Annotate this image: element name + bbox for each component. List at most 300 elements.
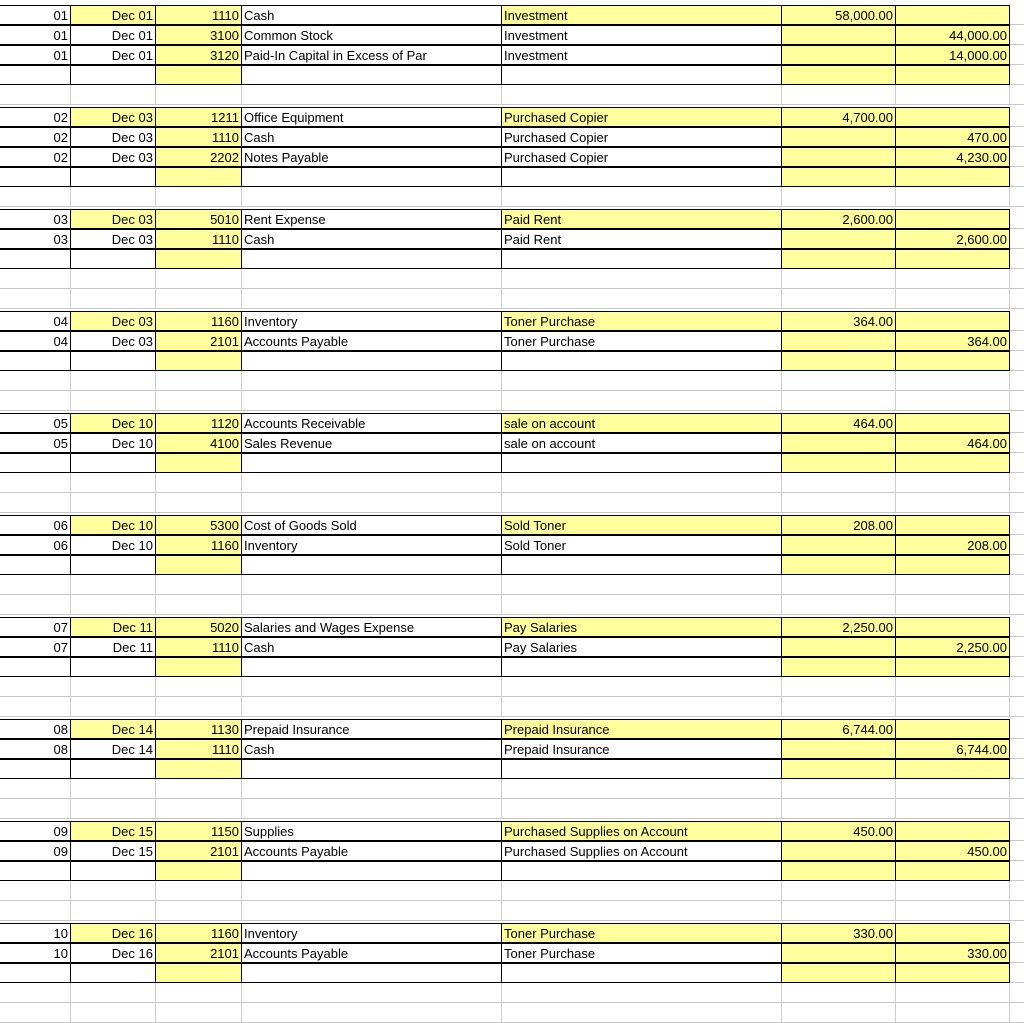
account-number-cell[interactable] — [156, 351, 242, 371]
edge-cell[interactable] — [1010, 637, 1024, 657]
account-number-cell[interactable]: 1110 — [156, 127, 242, 147]
date-cell[interactable] — [71, 881, 156, 901]
credit-cell[interactable] — [896, 555, 1010, 575]
credit-cell[interactable]: 2,600.00 — [896, 229, 1010, 249]
account-number-cell[interactable]: 1150 — [156, 821, 242, 841]
edge-cell[interactable] — [1010, 575, 1024, 595]
debit-cell[interactable] — [782, 269, 896, 289]
entry-number-cell[interactable]: 10 — [0, 923, 71, 943]
account-name-cell[interactable] — [242, 881, 502, 901]
date-cell[interactable] — [71, 901, 156, 921]
account-name-cell[interactable]: Supplies — [242, 821, 502, 841]
edge-cell[interactable] — [1010, 371, 1024, 391]
description-cell[interactable] — [502, 759, 782, 779]
description-cell[interactable] — [502, 391, 782, 411]
edge-cell[interactable] — [1010, 923, 1024, 943]
account-number-cell[interactable] — [156, 65, 242, 85]
account-name-cell[interactable]: Accounts Payable — [242, 841, 502, 861]
date-cell[interactable] — [71, 167, 156, 187]
account-name-cell[interactable]: Cash — [242, 637, 502, 657]
date-cell[interactable] — [71, 269, 156, 289]
credit-cell[interactable] — [896, 923, 1010, 943]
account-name-cell[interactable] — [242, 65, 502, 85]
account-name-cell[interactable]: Notes Payable — [242, 147, 502, 167]
credit-cell[interactable]: 330.00 — [896, 943, 1010, 963]
account-name-cell[interactable]: Paid-In Capital in Excess of Par — [242, 45, 502, 65]
entry-number-cell[interactable]: 01 — [0, 45, 71, 65]
edge-cell[interactable] — [1010, 209, 1024, 229]
account-name-cell[interactable] — [242, 453, 502, 473]
credit-cell[interactable] — [896, 391, 1010, 411]
debit-cell[interactable] — [782, 85, 896, 105]
debit-cell[interactable] — [782, 249, 896, 269]
account-name-cell[interactable] — [242, 555, 502, 575]
date-cell[interactable] — [71, 861, 156, 881]
credit-cell[interactable]: 450.00 — [896, 841, 1010, 861]
date-cell[interactable]: Dec 03 — [71, 147, 156, 167]
account-number-cell[interactable]: 1160 — [156, 923, 242, 943]
account-name-cell[interactable] — [242, 901, 502, 921]
entry-number-cell[interactable]: 03 — [0, 209, 71, 229]
date-cell[interactable] — [71, 759, 156, 779]
date-cell[interactable]: Dec 03 — [71, 331, 156, 351]
debit-cell[interactable] — [782, 167, 896, 187]
entry-number-cell[interactable] — [0, 493, 71, 513]
credit-cell[interactable]: 464.00 — [896, 433, 1010, 453]
description-cell[interactable]: Prepaid Insurance — [502, 739, 782, 759]
debit-cell[interactable] — [782, 1003, 896, 1023]
account-number-cell[interactable] — [156, 473, 242, 493]
date-cell[interactable] — [71, 963, 156, 983]
edge-cell[interactable] — [1010, 881, 1024, 901]
description-cell[interactable]: Purchased Supplies on Account — [502, 821, 782, 841]
entry-number-cell[interactable]: 03 — [0, 229, 71, 249]
date-cell[interactable]: Dec 16 — [71, 923, 156, 943]
debit-cell[interactable] — [782, 187, 896, 207]
edge-cell[interactable] — [1010, 147, 1024, 167]
edge-cell[interactable] — [1010, 45, 1024, 65]
debit-cell[interactable] — [782, 861, 896, 881]
account-name-cell[interactable] — [242, 187, 502, 207]
edge-cell[interactable] — [1010, 127, 1024, 147]
description-cell[interactable]: Sold Toner — [502, 515, 782, 535]
account-name-cell[interactable]: Cash — [242, 127, 502, 147]
account-name-cell[interactable] — [242, 1003, 502, 1023]
edge-cell[interactable] — [1010, 515, 1024, 535]
date-cell[interactable] — [71, 697, 156, 717]
entry-number-cell[interactable]: 02 — [0, 147, 71, 167]
edge-cell[interactable] — [1010, 617, 1024, 637]
edge-cell[interactable] — [1010, 65, 1024, 85]
account-name-cell[interactable] — [242, 759, 502, 779]
account-name-cell[interactable]: Cash — [242, 5, 502, 25]
account-number-cell[interactable]: 1160 — [156, 535, 242, 555]
description-cell[interactable]: Investment — [502, 25, 782, 45]
debit-cell[interactable] — [782, 963, 896, 983]
credit-cell[interactable] — [896, 5, 1010, 25]
description-cell[interactable]: Purchased Copier — [502, 147, 782, 167]
account-number-cell[interactable] — [156, 697, 242, 717]
edge-cell[interactable] — [1010, 861, 1024, 881]
debit-cell[interactable]: 208.00 — [782, 515, 896, 535]
credit-cell[interactable] — [896, 493, 1010, 513]
edge-cell[interactable] — [1010, 351, 1024, 371]
account-name-cell[interactable] — [242, 249, 502, 269]
credit-cell[interactable] — [896, 779, 1010, 799]
date-cell[interactable]: Dec 11 — [71, 617, 156, 637]
entry-number-cell[interactable]: 07 — [0, 617, 71, 637]
credit-cell[interactable] — [896, 861, 1010, 881]
description-cell[interactable] — [502, 779, 782, 799]
account-number-cell[interactable] — [156, 759, 242, 779]
description-cell[interactable] — [502, 65, 782, 85]
date-cell[interactable] — [71, 657, 156, 677]
account-number-cell[interactable]: 1110 — [156, 229, 242, 249]
entry-number-cell[interactable] — [0, 677, 71, 697]
debit-cell[interactable] — [782, 901, 896, 921]
date-cell[interactable]: Dec 10 — [71, 433, 156, 453]
account-name-cell[interactable]: Inventory — [242, 923, 502, 943]
description-cell[interactable] — [502, 289, 782, 309]
entry-number-cell[interactable] — [0, 595, 71, 615]
date-cell[interactable]: Dec 01 — [71, 5, 156, 25]
account-number-cell[interactable] — [156, 595, 242, 615]
date-cell[interactable] — [71, 249, 156, 269]
edge-cell[interactable] — [1010, 413, 1024, 433]
description-cell[interactable] — [502, 799, 782, 819]
description-cell[interactable] — [502, 167, 782, 187]
description-cell[interactable] — [502, 269, 782, 289]
debit-cell[interactable] — [782, 331, 896, 351]
debit-cell[interactable] — [782, 229, 896, 249]
edge-cell[interactable] — [1010, 167, 1024, 187]
date-cell[interactable] — [71, 799, 156, 819]
account-name-cell[interactable] — [242, 983, 502, 1003]
date-cell[interactable]: Dec 10 — [71, 515, 156, 535]
account-name-cell[interactable] — [242, 963, 502, 983]
entry-number-cell[interactable] — [0, 65, 71, 85]
account-name-cell[interactable] — [242, 85, 502, 105]
entry-number-cell[interactable]: 08 — [0, 719, 71, 739]
description-cell[interactable] — [502, 677, 782, 697]
account-number-cell[interactable] — [156, 289, 242, 309]
account-number-cell[interactable] — [156, 187, 242, 207]
edge-cell[interactable] — [1010, 391, 1024, 411]
date-cell[interactable]: Dec 03 — [71, 229, 156, 249]
debit-cell[interactable] — [782, 65, 896, 85]
account-name-cell[interactable]: Accounts Payable — [242, 943, 502, 963]
account-number-cell[interactable] — [156, 391, 242, 411]
description-cell[interactable] — [502, 249, 782, 269]
date-cell[interactable] — [71, 575, 156, 595]
credit-cell[interactable] — [896, 249, 1010, 269]
edge-cell[interactable] — [1010, 249, 1024, 269]
credit-cell[interactable] — [896, 289, 1010, 309]
debit-cell[interactable] — [782, 25, 896, 45]
account-number-cell[interactable] — [156, 269, 242, 289]
debit-cell[interactable] — [782, 289, 896, 309]
account-number-cell[interactable]: 2101 — [156, 841, 242, 861]
edge-cell[interactable] — [1010, 841, 1024, 861]
account-number-cell[interactable] — [156, 493, 242, 513]
debit-cell[interactable] — [782, 881, 896, 901]
debit-cell[interactable] — [782, 759, 896, 779]
account-name-cell[interactable] — [242, 575, 502, 595]
edge-cell[interactable] — [1010, 269, 1024, 289]
description-cell[interactable]: Sold Toner — [502, 535, 782, 555]
edge-cell[interactable] — [1010, 433, 1024, 453]
date-cell[interactable] — [71, 453, 156, 473]
debit-cell[interactable] — [782, 637, 896, 657]
date-cell[interactable] — [71, 677, 156, 697]
edge-cell[interactable] — [1010, 595, 1024, 615]
entry-number-cell[interactable]: 06 — [0, 515, 71, 535]
description-cell[interactable]: Paid Rent — [502, 209, 782, 229]
account-number-cell[interactable] — [156, 881, 242, 901]
entry-number-cell[interactable]: 08 — [0, 739, 71, 759]
debit-cell[interactable] — [782, 739, 896, 759]
credit-cell[interactable] — [896, 963, 1010, 983]
debit-cell[interactable] — [782, 983, 896, 1003]
edge-cell[interactable] — [1010, 799, 1024, 819]
debit-cell[interactable]: 6,744.00 — [782, 719, 896, 739]
date-cell[interactable] — [71, 85, 156, 105]
debit-cell[interactable]: 2,250.00 — [782, 617, 896, 637]
account-name-cell[interactable] — [242, 595, 502, 615]
debit-cell[interactable] — [782, 433, 896, 453]
account-number-cell[interactable]: 1120 — [156, 413, 242, 433]
entry-number-cell[interactable] — [0, 289, 71, 309]
edge-cell[interactable] — [1010, 983, 1024, 1003]
description-cell[interactable] — [502, 595, 782, 615]
description-cell[interactable] — [502, 1003, 782, 1023]
entry-number-cell[interactable] — [0, 861, 71, 881]
entry-number-cell[interactable] — [0, 555, 71, 575]
date-cell[interactable]: Dec 14 — [71, 719, 156, 739]
entry-number-cell[interactable] — [0, 351, 71, 371]
date-cell[interactable] — [71, 595, 156, 615]
credit-cell[interactable] — [896, 413, 1010, 433]
edge-cell[interactable] — [1010, 943, 1024, 963]
debit-cell[interactable] — [782, 453, 896, 473]
debit-cell[interactable] — [782, 147, 896, 167]
description-cell[interactable]: sale on account — [502, 433, 782, 453]
account-name-cell[interactable]: Office Equipment — [242, 107, 502, 127]
entry-number-cell[interactable]: 09 — [0, 841, 71, 861]
entry-number-cell[interactable]: 04 — [0, 311, 71, 331]
description-cell[interactable] — [502, 983, 782, 1003]
date-cell[interactable]: Dec 01 — [71, 45, 156, 65]
account-number-cell[interactable] — [156, 799, 242, 819]
entry-number-cell[interactable]: 10 — [0, 943, 71, 963]
entry-number-cell[interactable] — [0, 453, 71, 473]
description-cell[interactable]: Investment — [502, 45, 782, 65]
credit-cell[interactable] — [896, 65, 1010, 85]
description-cell[interactable] — [502, 555, 782, 575]
entry-number-cell[interactable]: 09 — [0, 821, 71, 841]
account-number-cell[interactable]: 5020 — [156, 617, 242, 637]
credit-cell[interactable] — [896, 85, 1010, 105]
credit-cell[interactable] — [896, 167, 1010, 187]
credit-cell[interactable]: 6,744.00 — [896, 739, 1010, 759]
entry-number-cell[interactable] — [0, 963, 71, 983]
credit-cell[interactable] — [896, 595, 1010, 615]
account-name-cell[interactable] — [242, 657, 502, 677]
description-cell[interactable]: Investment — [502, 5, 782, 25]
account-number-cell[interactable]: 1110 — [156, 739, 242, 759]
date-cell[interactable] — [71, 371, 156, 391]
entry-number-cell[interactable] — [0, 881, 71, 901]
edge-cell[interactable] — [1010, 229, 1024, 249]
account-name-cell[interactable]: Cash — [242, 229, 502, 249]
entry-number-cell[interactable]: 01 — [0, 5, 71, 25]
account-name-cell[interactable]: Sales Revenue — [242, 433, 502, 453]
entry-number-cell[interactable]: 02 — [0, 107, 71, 127]
description-cell[interactable]: Toner Purchase — [502, 923, 782, 943]
debit-cell[interactable] — [782, 555, 896, 575]
account-name-cell[interactable] — [242, 493, 502, 513]
account-name-cell[interactable]: Cash — [242, 739, 502, 759]
description-cell[interactable]: Purchased Supplies on Account — [502, 841, 782, 861]
edge-cell[interactable] — [1010, 107, 1024, 127]
entry-number-cell[interactable] — [0, 575, 71, 595]
edge-cell[interactable] — [1010, 289, 1024, 309]
entry-number-cell[interactable]: 05 — [0, 433, 71, 453]
entry-number-cell[interactable]: 07 — [0, 637, 71, 657]
entry-number-cell[interactable]: 06 — [0, 535, 71, 555]
account-number-cell[interactable]: 2101 — [156, 943, 242, 963]
description-cell[interactable] — [502, 493, 782, 513]
entry-number-cell[interactable] — [0, 657, 71, 677]
credit-cell[interactable] — [896, 799, 1010, 819]
date-cell[interactable] — [71, 351, 156, 371]
date-cell[interactable]: Dec 11 — [71, 637, 156, 657]
date-cell[interactable]: Dec 14 — [71, 739, 156, 759]
account-number-cell[interactable] — [156, 371, 242, 391]
description-cell[interactable]: Pay Salaries — [502, 617, 782, 637]
debit-cell[interactable] — [782, 493, 896, 513]
date-cell[interactable]: Dec 01 — [71, 25, 156, 45]
debit-cell[interactable] — [782, 697, 896, 717]
credit-cell[interactable] — [896, 371, 1010, 391]
debit-cell[interactable]: 4,700.00 — [782, 107, 896, 127]
description-cell[interactable] — [502, 881, 782, 901]
entry-number-cell[interactable] — [0, 1003, 71, 1023]
description-cell[interactable] — [502, 351, 782, 371]
account-name-cell[interactable] — [242, 799, 502, 819]
credit-cell[interactable] — [896, 657, 1010, 677]
edge-cell[interactable] — [1010, 453, 1024, 473]
account-number-cell[interactable]: 2101 — [156, 331, 242, 351]
account-name-cell[interactable] — [242, 351, 502, 371]
debit-cell[interactable] — [782, 943, 896, 963]
date-cell[interactable]: Dec 03 — [71, 311, 156, 331]
date-cell[interactable] — [71, 65, 156, 85]
account-name-cell[interactable]: Accounts Receivable — [242, 413, 502, 433]
entry-number-cell[interactable] — [0, 391, 71, 411]
entry-number-cell[interactable]: 04 — [0, 331, 71, 351]
account-number-cell[interactable] — [156, 677, 242, 697]
debit-cell[interactable]: 2,600.00 — [782, 209, 896, 229]
debit-cell[interactable] — [782, 799, 896, 819]
account-name-cell[interactable]: Accounts Payable — [242, 331, 502, 351]
date-cell[interactable]: Dec 16 — [71, 943, 156, 963]
debit-cell[interactable] — [782, 45, 896, 65]
description-cell[interactable]: Prepaid Insurance — [502, 719, 782, 739]
entry-number-cell[interactable] — [0, 85, 71, 105]
credit-cell[interactable] — [896, 821, 1010, 841]
entry-number-cell[interactable] — [0, 167, 71, 187]
credit-cell[interactable]: 44,000.00 — [896, 25, 1010, 45]
date-cell[interactable]: Dec 03 — [71, 107, 156, 127]
description-cell[interactable]: Purchased Copier — [502, 127, 782, 147]
entry-number-cell[interactable]: 01 — [0, 25, 71, 45]
credit-cell[interactable] — [896, 311, 1010, 331]
edge-cell[interactable] — [1010, 779, 1024, 799]
credit-cell[interactable]: 14,000.00 — [896, 45, 1010, 65]
credit-cell[interactable] — [896, 1003, 1010, 1023]
credit-cell[interactable] — [896, 209, 1010, 229]
credit-cell[interactable] — [896, 677, 1010, 697]
edge-cell[interactable] — [1010, 963, 1024, 983]
credit-cell[interactable] — [896, 617, 1010, 637]
entry-number-cell[interactable] — [0, 249, 71, 269]
edge-cell[interactable] — [1010, 311, 1024, 331]
edge-cell[interactable] — [1010, 719, 1024, 739]
credit-cell[interactable]: 4,230.00 — [896, 147, 1010, 167]
edge-cell[interactable] — [1010, 85, 1024, 105]
account-name-cell[interactable] — [242, 371, 502, 391]
account-name-cell[interactable] — [242, 391, 502, 411]
description-cell[interactable] — [502, 901, 782, 921]
debit-cell[interactable] — [782, 371, 896, 391]
date-cell[interactable] — [71, 493, 156, 513]
entry-number-cell[interactable]: 05 — [0, 413, 71, 433]
description-cell[interactable]: sale on account — [502, 413, 782, 433]
edge-cell[interactable] — [1010, 493, 1024, 513]
date-cell[interactable]: Dec 03 — [71, 209, 156, 229]
edge-cell[interactable] — [1010, 1003, 1024, 1023]
date-cell[interactable] — [71, 391, 156, 411]
edge-cell[interactable] — [1010, 901, 1024, 921]
credit-cell[interactable] — [896, 719, 1010, 739]
description-cell[interactable] — [502, 453, 782, 473]
account-name-cell[interactable]: Salaries and Wages Expense — [242, 617, 502, 637]
account-number-cell[interactable]: 1110 — [156, 637, 242, 657]
account-number-cell[interactable] — [156, 901, 242, 921]
entry-number-cell[interactable]: 02 — [0, 127, 71, 147]
account-name-cell[interactable] — [242, 473, 502, 493]
edge-cell[interactable] — [1010, 657, 1024, 677]
credit-cell[interactable] — [896, 187, 1010, 207]
edge-cell[interactable] — [1010, 555, 1024, 575]
account-number-cell[interactable] — [156, 861, 242, 881]
account-number-cell[interactable] — [156, 963, 242, 983]
edge-cell[interactable] — [1010, 759, 1024, 779]
credit-cell[interactable]: 2,250.00 — [896, 637, 1010, 657]
debit-cell[interactable] — [782, 351, 896, 371]
account-number-cell[interactable] — [156, 453, 242, 473]
credit-cell[interactable] — [896, 901, 1010, 921]
edge-cell[interactable] — [1010, 473, 1024, 493]
date-cell[interactable] — [71, 779, 156, 799]
entry-number-cell[interactable] — [0, 473, 71, 493]
debit-cell[interactable]: 464.00 — [782, 413, 896, 433]
description-cell[interactable]: Toner Purchase — [502, 311, 782, 331]
account-number-cell[interactable]: 1160 — [156, 311, 242, 331]
credit-cell[interactable]: 208.00 — [896, 535, 1010, 555]
date-cell[interactable] — [71, 187, 156, 207]
